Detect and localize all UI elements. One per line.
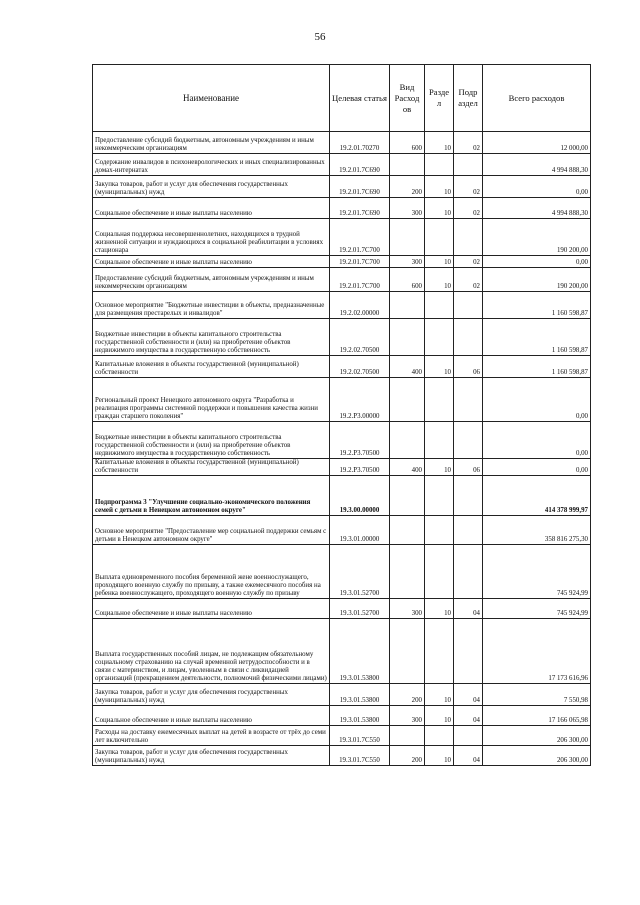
row-target-article: 19.2.01.70270 <box>330 132 390 154</box>
row-target-article: 19.2.Р3.70500 <box>330 459 390 476</box>
row-amount: 0,00 <box>483 256 591 268</box>
row-subsection: 06 <box>454 459 483 476</box>
budget-table <box>92 64 591 766</box>
header-target-article: Целевая статья <box>330 65 390 132</box>
row-section <box>425 319 454 356</box>
row-section: 10 <box>425 176 454 198</box>
row-section <box>425 516 454 545</box>
table-row <box>93 256 591 268</box>
table-row <box>93 356 591 378</box>
row-subsection <box>454 219 483 256</box>
row-subsection <box>454 154 483 176</box>
row-subsection: 04 <box>454 746 483 766</box>
row-target-article: 19.3.01.7С550 <box>330 746 390 766</box>
row-name: Социальное обеспечение и иные выплаты населению <box>93 706 330 726</box>
row-expense-type <box>390 422 425 459</box>
row-expense-type: 400 <box>390 459 425 476</box>
row-target-article: 19.2.01.7С690 <box>330 154 390 176</box>
row-subsection: 02 <box>454 176 483 198</box>
table-row <box>93 132 591 154</box>
table-row <box>93 476 591 516</box>
row-name: Подпрограмма 3 "Улучшение социально-экономического положения семей с детьми в Ненецком автономном округе" <box>93 476 330 516</box>
row-target-article: 19.2.02.00000 <box>330 292 390 319</box>
table-row <box>93 176 591 198</box>
row-name: Закупка товаров, работ и услуг для обеспечения государственных (муниципальных) нужд <box>93 746 330 766</box>
row-name: Социальное обеспечение и иные выплаты населению <box>93 599 330 619</box>
row-subsection <box>454 726 483 746</box>
row-section <box>425 219 454 256</box>
row-amount: 0,00 <box>483 459 591 476</box>
row-expense-type: 300 <box>390 599 425 619</box>
table-row <box>93 292 591 319</box>
table-row <box>93 422 591 459</box>
row-section: 10 <box>425 459 454 476</box>
table-row <box>93 268 591 292</box>
row-amount: 4 994 888,30 <box>483 154 591 176</box>
row-target-article: 19.3.01.53800 <box>330 706 390 726</box>
row-expense-type <box>390 378 425 422</box>
row-subsection <box>454 619 483 684</box>
row-target-article: 19.3.01.7С550 <box>330 726 390 746</box>
header-section: Разде л <box>425 65 454 132</box>
row-section: 10 <box>425 268 454 292</box>
row-section: 10 <box>425 132 454 154</box>
row-expense-type: 600 <box>390 268 425 292</box>
row-expense-type <box>390 619 425 684</box>
table-row <box>93 198 591 219</box>
row-amount: 1 160 598,87 <box>483 319 591 356</box>
table-row <box>93 726 591 746</box>
row-subsection: 04 <box>454 706 483 726</box>
row-amount: 190 200,00 <box>483 219 591 256</box>
header-total-expenses: Всего расходов <box>483 65 591 132</box>
table-row <box>93 599 591 619</box>
row-expense-type <box>390 726 425 746</box>
row-target-article: 19.3.01.52700 <box>330 599 390 619</box>
row-name: Выплата единовременного пособия беременной жене военнослужащего, проходящего военную службу по призыву, а также ежемесячного пособия на ребенка военнослужащего, проходящего военную службу по призыву <box>93 545 330 599</box>
header-expense-type: Вид Расход ов <box>390 65 425 132</box>
row-expense-type: 300 <box>390 706 425 726</box>
row-section <box>425 545 454 599</box>
row-section: 10 <box>425 684 454 706</box>
row-target-article: 19.2.01.7С700 <box>330 268 390 292</box>
row-amount: 358 816 275,30 <box>483 516 591 545</box>
row-expense-type <box>390 219 425 256</box>
row-amount: 206 300,00 <box>483 746 591 766</box>
row-amount: 0,00 <box>483 422 591 459</box>
row-subsection <box>454 476 483 516</box>
row-amount: 206 300,00 <box>483 726 591 746</box>
row-target-article: 19.3.00.00000 <box>330 476 390 516</box>
row-expense-type <box>390 292 425 319</box>
row-amount: 0,00 <box>483 176 591 198</box>
table-row <box>93 746 591 766</box>
row-section: 10 <box>425 356 454 378</box>
table-row <box>93 378 591 422</box>
row-subsection: 06 <box>454 356 483 378</box>
row-section <box>425 422 454 459</box>
row-expense-type <box>390 154 425 176</box>
row-section <box>425 619 454 684</box>
row-subsection <box>454 516 483 545</box>
row-amount: 17 173 616,96 <box>483 619 591 684</box>
row-expense-type: 300 <box>390 256 425 268</box>
row-expense-type <box>390 319 425 356</box>
row-name: Предоставление субсидий бюджетным, автономным учреждениям и иным некоммерческим организациям <box>93 268 330 292</box>
row-name: Социальное обеспечение и иные выплаты населению <box>93 256 330 268</box>
row-subsection <box>454 545 483 599</box>
row-target-article: 19.2.01.7С690 <box>330 176 390 198</box>
row-amount: 414 378 999,97 <box>483 476 591 516</box>
row-section: 10 <box>425 746 454 766</box>
row-amount: 1 160 598,87 <box>483 356 591 378</box>
row-amount: 0,00 <box>483 378 591 422</box>
row-section: 10 <box>425 198 454 219</box>
row-target-article: 19.2.Р3.70500 <box>330 422 390 459</box>
row-name: Содержание инвалидов в психоневрологических и иных специализированных домах-интернатах <box>93 154 330 176</box>
row-target-article: 19.2.02.70500 <box>330 356 390 378</box>
row-name: Социальная поддержка несовершеннолетних, находящихся в трудной жизненной ситуации и нуждающихся в социальной реабилитации в условиях стационара <box>93 219 330 256</box>
row-section <box>425 292 454 319</box>
table-row <box>93 706 591 726</box>
row-name: Расходы на доставку ежемесячных выплат на детей в возрасте от трёх до семи лет включительно <box>93 726 330 746</box>
row-subsection: 04 <box>454 684 483 706</box>
row-name: Предоставление субсидий бюджетным, автономным учреждениям и иным некоммерческим организациям <box>93 132 330 154</box>
row-expense-type: 300 <box>390 198 425 219</box>
row-name: Выплата государственных пособий лицам, не подлежащим обязательному социальному страхованию на случай временной нетрудоспособности и в связи с материнством, и лицам, уволенным в связи с ликвидацией организаций (прекращением деятельности, полномочий физическими лицами) <box>93 619 330 684</box>
row-amount: 1 160 598,87 <box>483 292 591 319</box>
row-expense-type <box>390 476 425 516</box>
row-name: Капитальные вложения в объекты государственной (муниципальной) собственности <box>93 459 330 476</box>
row-target-article: 19.2.01.7С700 <box>330 256 390 268</box>
row-expense-type: 400 <box>390 356 425 378</box>
row-name: Закупка товаров, работ и услуг для обеспечения государственных (муниципальных) нужд <box>93 176 330 198</box>
table-row <box>93 684 591 706</box>
row-amount: 745 924,99 <box>483 545 591 599</box>
row-amount: 745 924,99 <box>483 599 591 619</box>
row-section <box>425 476 454 516</box>
row-section: 10 <box>425 706 454 726</box>
header-subsection: Подр аздел <box>454 65 483 132</box>
row-amount: 12 000,00 <box>483 132 591 154</box>
row-amount: 4 994 888,30 <box>483 198 591 219</box>
row-section <box>425 154 454 176</box>
row-section <box>425 378 454 422</box>
row-target-article: 19.3.01.00000 <box>330 516 390 545</box>
row-target-article: 19.3.01.53800 <box>330 619 390 684</box>
table-row <box>93 459 591 476</box>
row-name: Социальное обеспечение и иные выплаты населению <box>93 198 330 219</box>
row-target-article: 19.2.01.7С690 <box>330 198 390 219</box>
row-target-article: 19.3.01.52700 <box>330 545 390 599</box>
row-expense-type: 600 <box>390 132 425 154</box>
row-target-article: 19.3.01.53800 <box>330 684 390 706</box>
row-section: 10 <box>425 256 454 268</box>
row-name: Закупка товаров, работ и услуг для обеспечения государственных (муниципальных) нужд <box>93 684 330 706</box>
row-expense-type <box>390 516 425 545</box>
row-subsection <box>454 292 483 319</box>
row-subsection: 02 <box>454 132 483 154</box>
table-row <box>93 219 591 256</box>
row-name: Бюджетные инвестиции в объекты капитального строительства государственной собственности и (или) на приобретение объектов недвижимого имущества в государственную собственность <box>93 319 330 356</box>
row-expense-type: 200 <box>390 684 425 706</box>
row-section <box>425 726 454 746</box>
row-target-article: 19.2.Р3.00000 <box>330 378 390 422</box>
table-header-row <box>93 65 591 132</box>
row-subsection <box>454 422 483 459</box>
row-target-article: 19.2.02.70500 <box>330 319 390 356</box>
row-target-article: 19.2.01.7С700 <box>330 219 390 256</box>
table-row <box>93 319 591 356</box>
row-expense-type: 200 <box>390 176 425 198</box>
row-name: Основное мероприятие "Бюджетные инвестиции в объекты, предназначенные для размещения престарелых и инвалидов" <box>93 292 330 319</box>
row-subsection: 02 <box>454 268 483 292</box>
row-subsection <box>454 319 483 356</box>
page-number: 56 <box>314 31 326 43</box>
table-row <box>93 516 591 545</box>
row-amount: 17 166 065,98 <box>483 706 591 726</box>
table-row <box>93 545 591 599</box>
row-amount: 190 200,00 <box>483 268 591 292</box>
table-row <box>93 154 591 176</box>
row-name: Основное мероприятие "Предоставление мер социальной поддержки семьям с детьми в Ненецком автономном округе" <box>93 516 330 545</box>
table-row <box>93 619 591 684</box>
row-subsection <box>454 378 483 422</box>
row-subsection: 04 <box>454 599 483 619</box>
row-name: Региональный проект Ненецкого автономного округа "Разработка и реализация программы системной поддержки и повышения качества жизни граждан старшего поколения" <box>93 378 330 422</box>
row-name: Бюджетные инвестиции в объекты капитального строительства государственной собственности и (или) на приобретение объектов недвижимого имущества в государственную собственность <box>93 422 330 459</box>
row-section: 10 <box>425 599 454 619</box>
row-subsection: 02 <box>454 198 483 219</box>
header-name: Наименование <box>93 65 330 132</box>
row-name: Капитальные вложения в объекты государственной (муниципальной) собственности <box>93 356 330 378</box>
row-subsection: 02 <box>454 256 483 268</box>
row-expense-type: 200 <box>390 746 425 766</box>
row-expense-type <box>390 545 425 599</box>
row-amount: 7 550,98 <box>483 684 591 706</box>
